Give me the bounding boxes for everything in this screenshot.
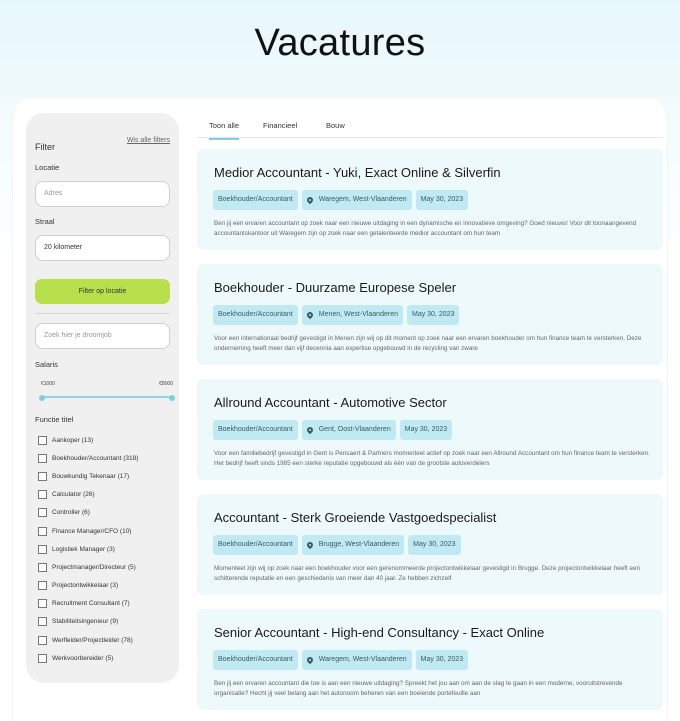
job-card[interactable] [197,494,663,595]
checkbox[interactable] [38,472,47,481]
sidebar-divider [35,313,170,314]
function-option[interactable] [38,449,138,467]
checkbox[interactable] [38,617,47,626]
filter-title: Filter [35,142,55,152]
function-option[interactable] [38,631,138,649]
location-tag [302,305,403,325]
job-tags [213,190,472,210]
checkbox[interactable] [38,599,47,608]
radius-input[interactable]: 20 kilometer [35,235,170,261]
address-input[interactable]: Adres [35,181,170,207]
category-tag: Boekhouder/Accountant [213,190,298,210]
filter-header [35,137,170,155]
checkbox[interactable] [38,490,47,499]
job-card[interactable] [197,264,663,365]
date-tag: May 30, 2023 [408,535,460,555]
page-title: Vacatures [254,22,426,64]
function-title-label: Functie titel [35,415,74,424]
checkbox[interactable] [38,654,47,663]
function-option[interactable] [38,577,138,595]
job-card[interactable] [197,379,663,480]
category-tag: Boekhouder/Accountant [213,305,298,325]
job-search-input[interactable]: Zoek hier je droomjob [35,323,170,349]
radius-label: Straal [35,217,55,226]
location-text: Menen, West-Vlaanderen [318,311,398,318]
job-description: Momenteel zijn wij op zoek naar een boekhouder voor een gerenommeerde projectontwikkelaar gevestigd in Brugge. Deze projectontwikkelaar heeft een schitterende reputatie en een geschiedenis van meer dan 40 jaar. Ze hebben zichzelf [214,565,640,582]
location-text: Waregem, West-Vlaanderen [318,656,407,663]
job-tags [213,420,456,440]
active-tab-indicator [209,138,239,140]
function-option[interactable] [38,649,138,667]
function-option[interactable] [38,540,138,558]
checkbox[interactable] [38,581,47,590]
location-tag [302,535,404,555]
category-tabs [197,113,663,138]
job-description: Voor een internationaal bedrijf gevestigd in Menen zijn wij op dit moment op zoek naar een ervaren boekhouder om hun finance team te versterken. Deze onderneming heeft meer dan vijf decennia aan expertise opgebouwd in de recycling van zware [214,335,642,352]
function-option-label: Finance Manager/CFO (10) [52,527,132,535]
location-pin-icon [305,311,313,319]
function-option-label: Recruitment Consultant (7) [52,600,130,608]
category-tag: Boekhouder/Accountant [213,535,298,555]
category-tag: Boekhouder/Accountant [213,650,298,670]
location-text: Brugge, West-Vlaanderen [318,541,400,548]
job-tags [213,305,463,325]
salary-min: €1000 [41,381,55,387]
job-title[interactable]: Medior Accountant - Yuki, Exact Online & Silverfin [214,165,501,180]
location-tag [302,650,412,670]
function-option[interactable] [38,431,138,449]
function-option-label: Werkvoorbereider (5) [52,654,114,662]
tab-financieel[interactable]: Financieel [263,121,298,130]
job-title[interactable]: Senior Accountant - High-end Consultancy - Exact Online [214,625,545,640]
function-option[interactable] [38,504,138,522]
salary-slider-track[interactable] [42,396,172,398]
function-option[interactable] [38,613,138,631]
salary-label: Salaris [35,360,58,369]
tab-all[interactable] [209,121,239,137]
checkbox[interactable] [38,436,47,445]
checkbox[interactable] [38,545,47,554]
checkbox[interactable] [38,563,47,572]
clear-filters-link[interactable]: Wis alle filters [126,137,170,144]
location-pin-icon [305,426,313,434]
filter-location-button[interactable]: Filter op locatie [35,279,170,304]
function-option-label: Logistiek Manager (3) [52,545,115,553]
job-title[interactable]: Accountant - Sterk Groeiende Vastgoedspecialist [214,510,497,525]
checkbox[interactable] [38,527,47,536]
job-tags [213,650,472,670]
job-description: Voor een familiebedrijf gevestigd in Gent is Pensaert & Partners momenteel actief op zoek naar een Allround Accountant om hun finance team te versterken. Het bedrijf heeft sinds 1985 een sterke reputatie opgebouwd als één van de grootste autoverdelers [214,450,650,467]
function-checklist [38,431,138,667]
job-description: Ben jij een ervaren accountant op zoek naar een nieuwe uitdaging in een dynamische en innovatieve omgeving? Goed nieuws! Voor dit toonaangevend accountantskantoor uit Waregem zijn op zoek naar een getalenteerde medior accountant om hun team [214,220,637,237]
filter-sidebar [26,113,179,683]
location-label: Locatie [35,163,60,172]
date-tag: May 30, 2023 [407,305,459,325]
function-option-label: Projectontwikkelaar (3) [52,582,119,590]
category-tag: Boekhouder/Accountant [213,420,298,440]
job-title[interactable]: Allround Accountant - Automotive Sector [214,395,447,410]
function-option[interactable] [38,522,138,540]
function-option[interactable] [38,486,138,504]
job-tags [213,535,465,555]
tab-bouw[interactable]: Bouw [326,121,345,130]
date-tag: May 30, 2023 [400,420,452,440]
location-text: Waregem, West-Vlaanderen [318,196,407,203]
function-option-label: Projectmanager/Directeur (5) [52,563,136,571]
checkbox[interactable] [38,508,47,517]
location-tag [302,420,396,440]
function-option-label: Bouwkundig Tekenaar (17) [52,472,130,480]
location-pin-icon [305,541,313,549]
location-text: Gent, Oost-Vlaanderen [318,426,391,433]
function-option-label: Stabiliteitsingenieur (9) [52,618,119,626]
function-option-label: Aankoper (13) [52,436,94,444]
salary-min-handle[interactable] [39,395,45,401]
function-option-label: Boekhouder/Accountant (318) [52,454,139,462]
job-card[interactable] [197,609,663,710]
function-option[interactable] [38,595,138,613]
checkbox[interactable] [38,636,47,645]
job-card[interactable] [197,149,663,250]
job-title[interactable]: Boekhouder - Duurzame Europese Speler [214,280,457,295]
location-pin-icon [305,656,313,664]
function-option[interactable] [38,467,138,485]
function-option-label: Werfleider/Projectleider (78) [52,636,133,644]
location-tag [302,190,412,210]
tab-all-label: Toon alle [209,121,240,130]
date-tag: May 30, 2023 [416,190,468,210]
salary-range-labels [41,381,173,387]
salary-max: €8000 [159,381,173,387]
date-tag: May 30, 2023 [416,650,468,670]
location-pin-icon [305,196,313,204]
checkbox[interactable] [38,454,47,463]
function-option-label: Calculator (26) [52,491,95,499]
job-description: Ben jij een ervaren accountant die toe is aan een nieuwe uitdaging? Spreekt het jou aan om aan de slag te gaan in een moderne, vooruitstrevende organisatie? Hecht jij veel belang aan het autonoom beheren van een boeiende portefeuille aan [214,680,623,697]
function-option[interactable] [38,558,138,576]
salary-max-handle[interactable] [169,395,175,401]
function-option-label: Controller (6) [52,509,90,517]
